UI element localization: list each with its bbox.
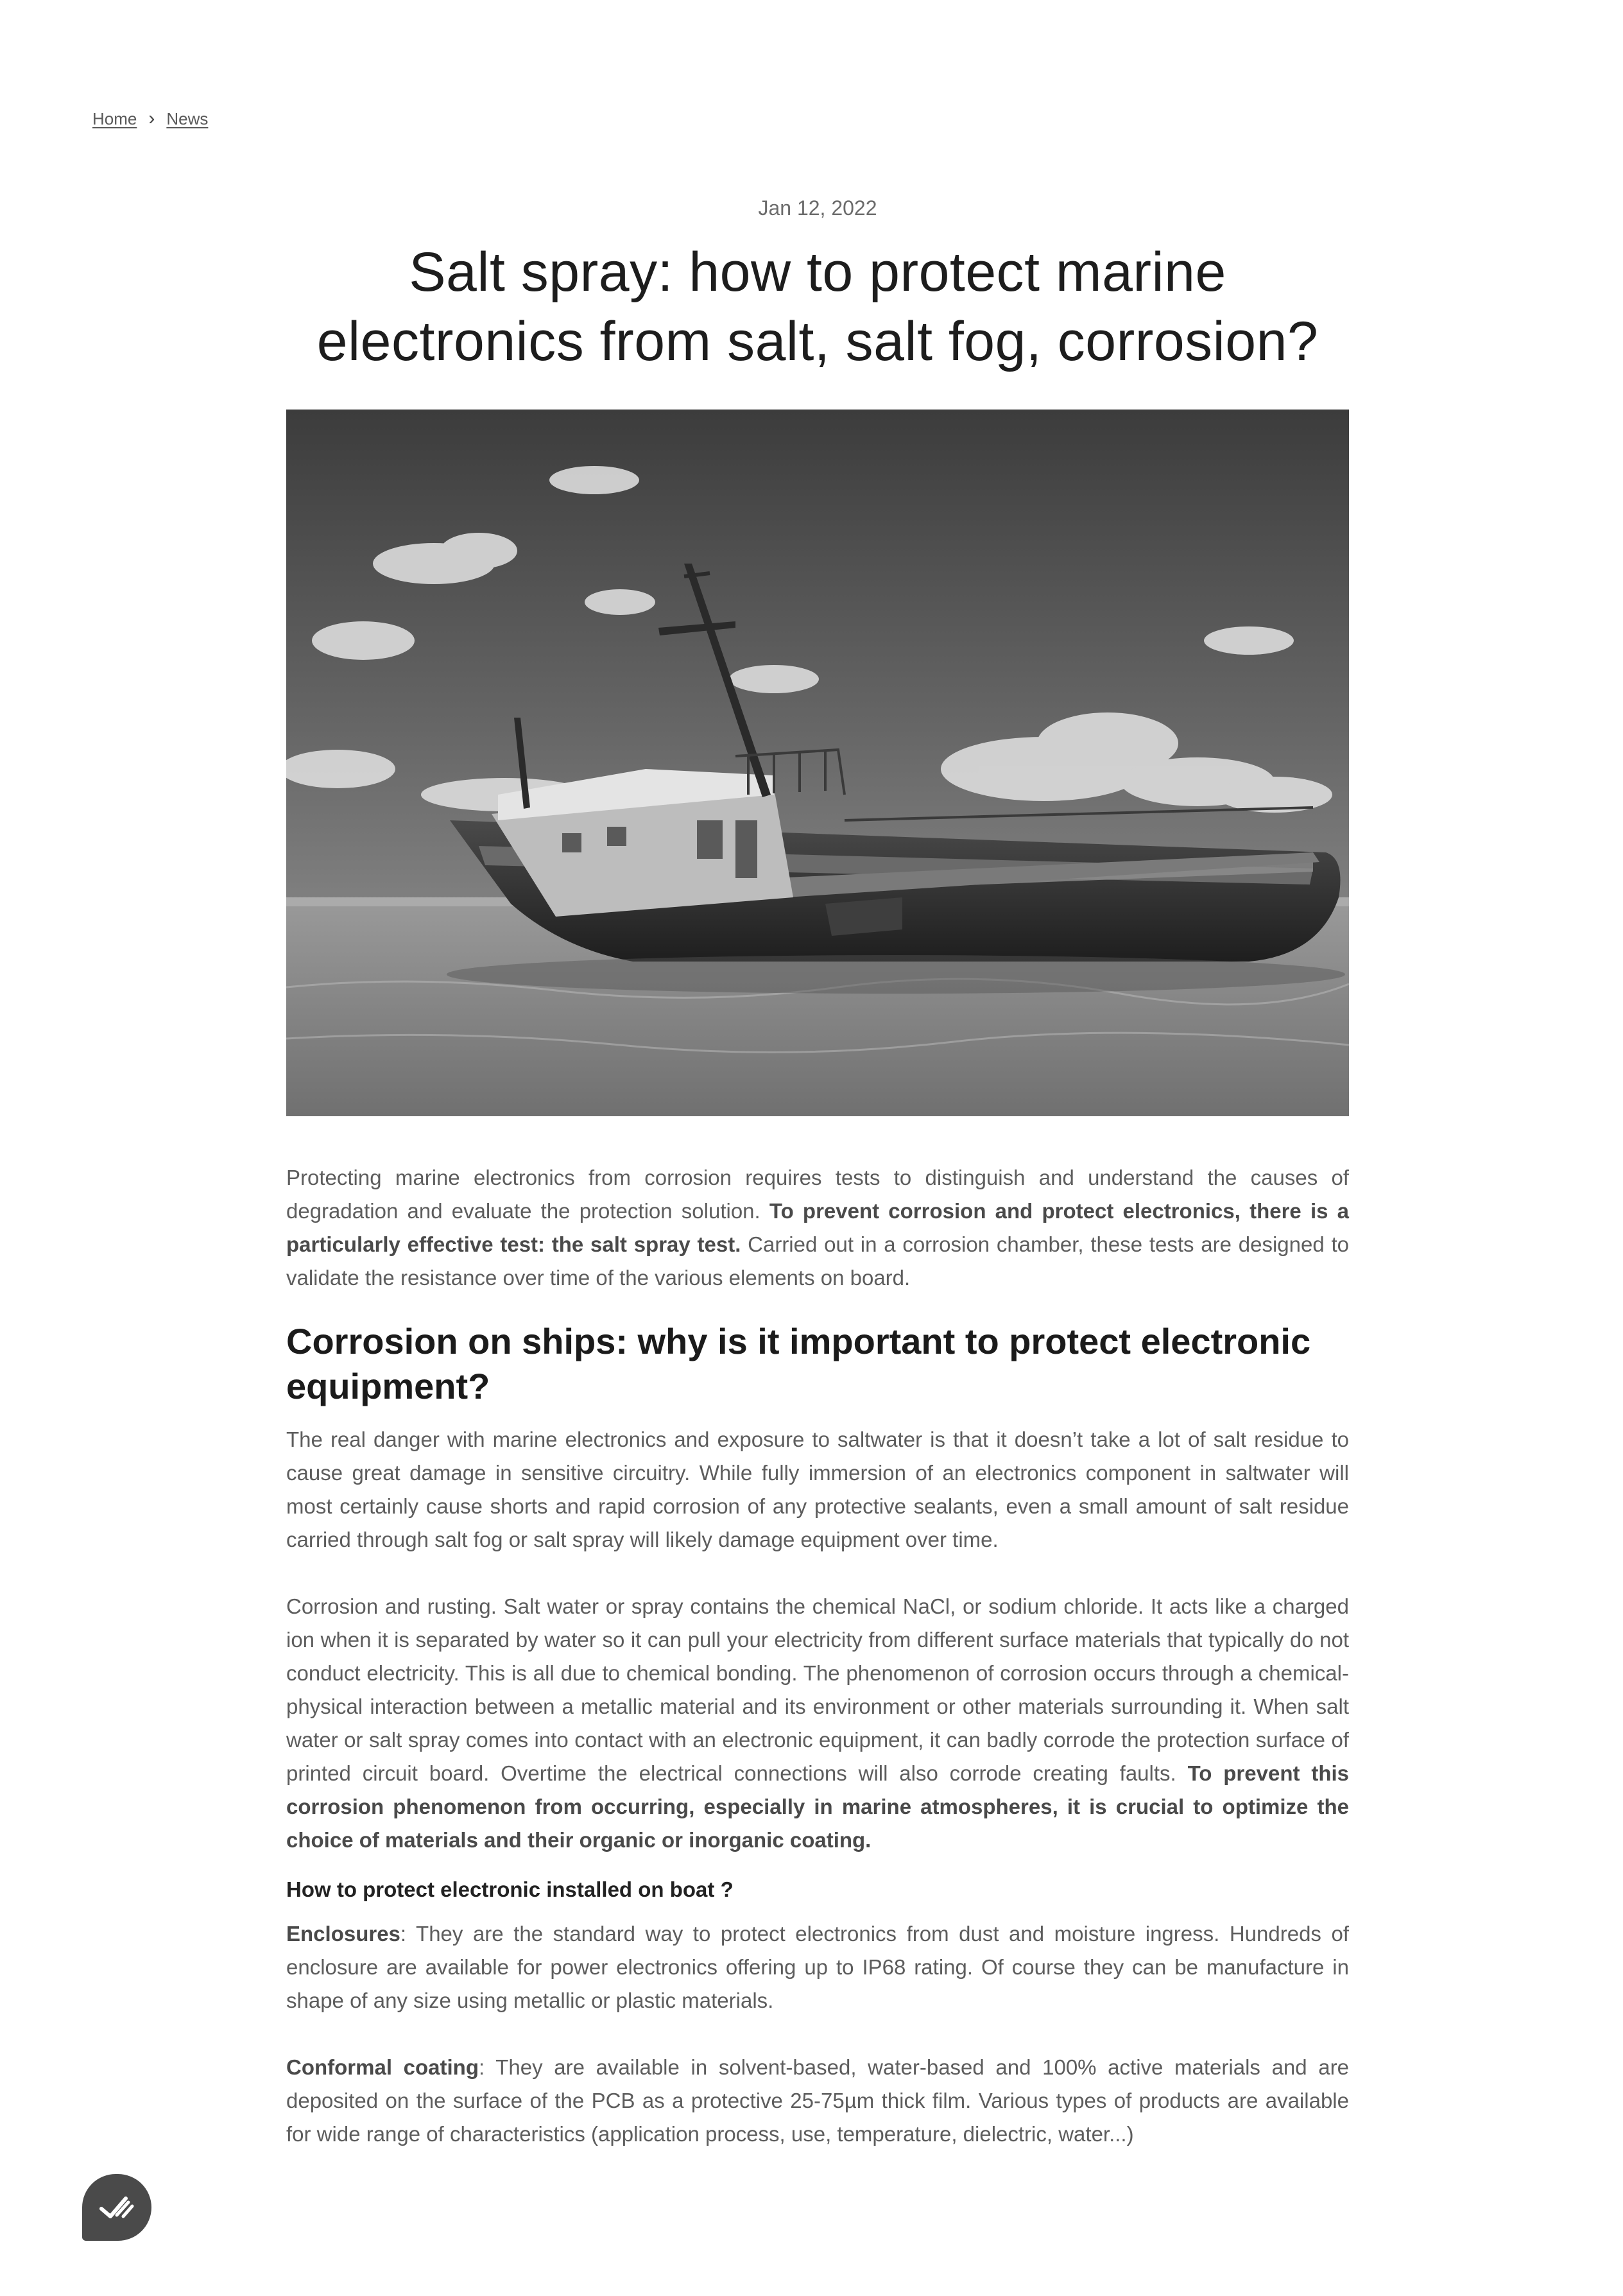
- section-heading: Corrosion on ships: why is it important to protect electronic equipment?: [286, 1321, 1311, 1406]
- breadcrumb-news-link[interactable]: News: [166, 108, 209, 128]
- article-title: Salt spray: how to protect marine electronics from salt, salt fog, corrosion?: [316, 241, 1319, 372]
- article: [286, 193, 1349, 2151]
- article-date: Jan 12, 2022: [758, 196, 877, 220]
- corrosion-bold: To prevent this corrosion phenomenon from occurring, especially in marine atmospheres, it is crucial to optimize the choice of materials and their organic or inorganic coating.: [286, 1761, 1349, 1852]
- conformal-coating-paragraph: Conformal coating: They are available in solvent-based, water-based and 100% active materials and are deposited on the surface of the PCB as a protective 25-75µm thick film. Various types of products are available for wide range of characteristics (application process, use, temperature, dielectric, water...): [286, 2055, 1349, 2146]
- enclosures-label: Enclosures: [286, 1922, 400, 1946]
- hero-image: [286, 410, 1349, 1116]
- danger-paragraph: The real danger with marine electronics and exposure to saltwater is that it doesn’t take a lot of salt residue to cause great damage in sensitive circuitry. While fully immersion of an electronics component in saltwater will most certainly cause shorts and rapid corrosion of any protective sealants, even a small amount of salt residue carried through salt fog or salt spray will likely damage equipment over time.: [286, 1428, 1349, 1551]
- protect-subheading: How to protect electronic installed on boat ?: [286, 1877, 734, 1901]
- conformal-coating-label: Conformal coating: [286, 2055, 479, 2079]
- intro-paragraph: Protecting marine electronics from corrosion requires tests to distinguish and understand the causes of degradation and evaluate the protection solution. To prevent corrosion and protect electronics, there is a particularly effective test: the salt spray test. Carried out in a corrosion chamber, these tests are designed to validate the resistance over time of the various elements on board.: [286, 1166, 1350, 1290]
- shipwreck-photo: [286, 410, 1349, 1116]
- checkmark-badge-button[interactable]: [82, 2174, 151, 2241]
- breadcrumb-separator: ›: [148, 108, 155, 129]
- enclosures-paragraph: Enclosures: They are the standard way to protect electronics from dust and moisture ingress. Hundreds of enclosure are available for power electronics offering up to IP68 rating. Of course they can be manufacture in shape of any size using metallic or plastic materials.: [286, 1922, 1349, 2012]
- intro-bold: To prevent corrosion and protect electronics, there is a particularly effective test: the salt spray test.: [286, 1199, 1350, 1256]
- breadcrumb-home-link[interactable]: Home: [92, 108, 137, 128]
- breadcrumb: [92, 108, 208, 130]
- checkmark-badge-icon: [98, 2193, 136, 2222]
- corrosion-paragraph: Corrosion and rusting. Salt water or spray contains the chemical NaCl, or sodium chloride. It acts like a charged ion when it is separated by water so it can pull your electricity from different surface materials that typically do not conduct electricity. This is all due to chemical bonding. The phenomenon of corrosion occurs through a chemical-physical interaction between a metallic material and its environment or other materials surrounding it. When salt water or salt spray comes into contact with an electronic equipment, it can badly corrode the protection surface of printed circuit board. Overtime the electrical connections will also corrode creating faults. To prevent this corrosion phenomenon from occurring, especially in marine atmospheres, it is crucial to optimize the choice of materials and their organic or inorganic coating.: [286, 1594, 1349, 1852]
